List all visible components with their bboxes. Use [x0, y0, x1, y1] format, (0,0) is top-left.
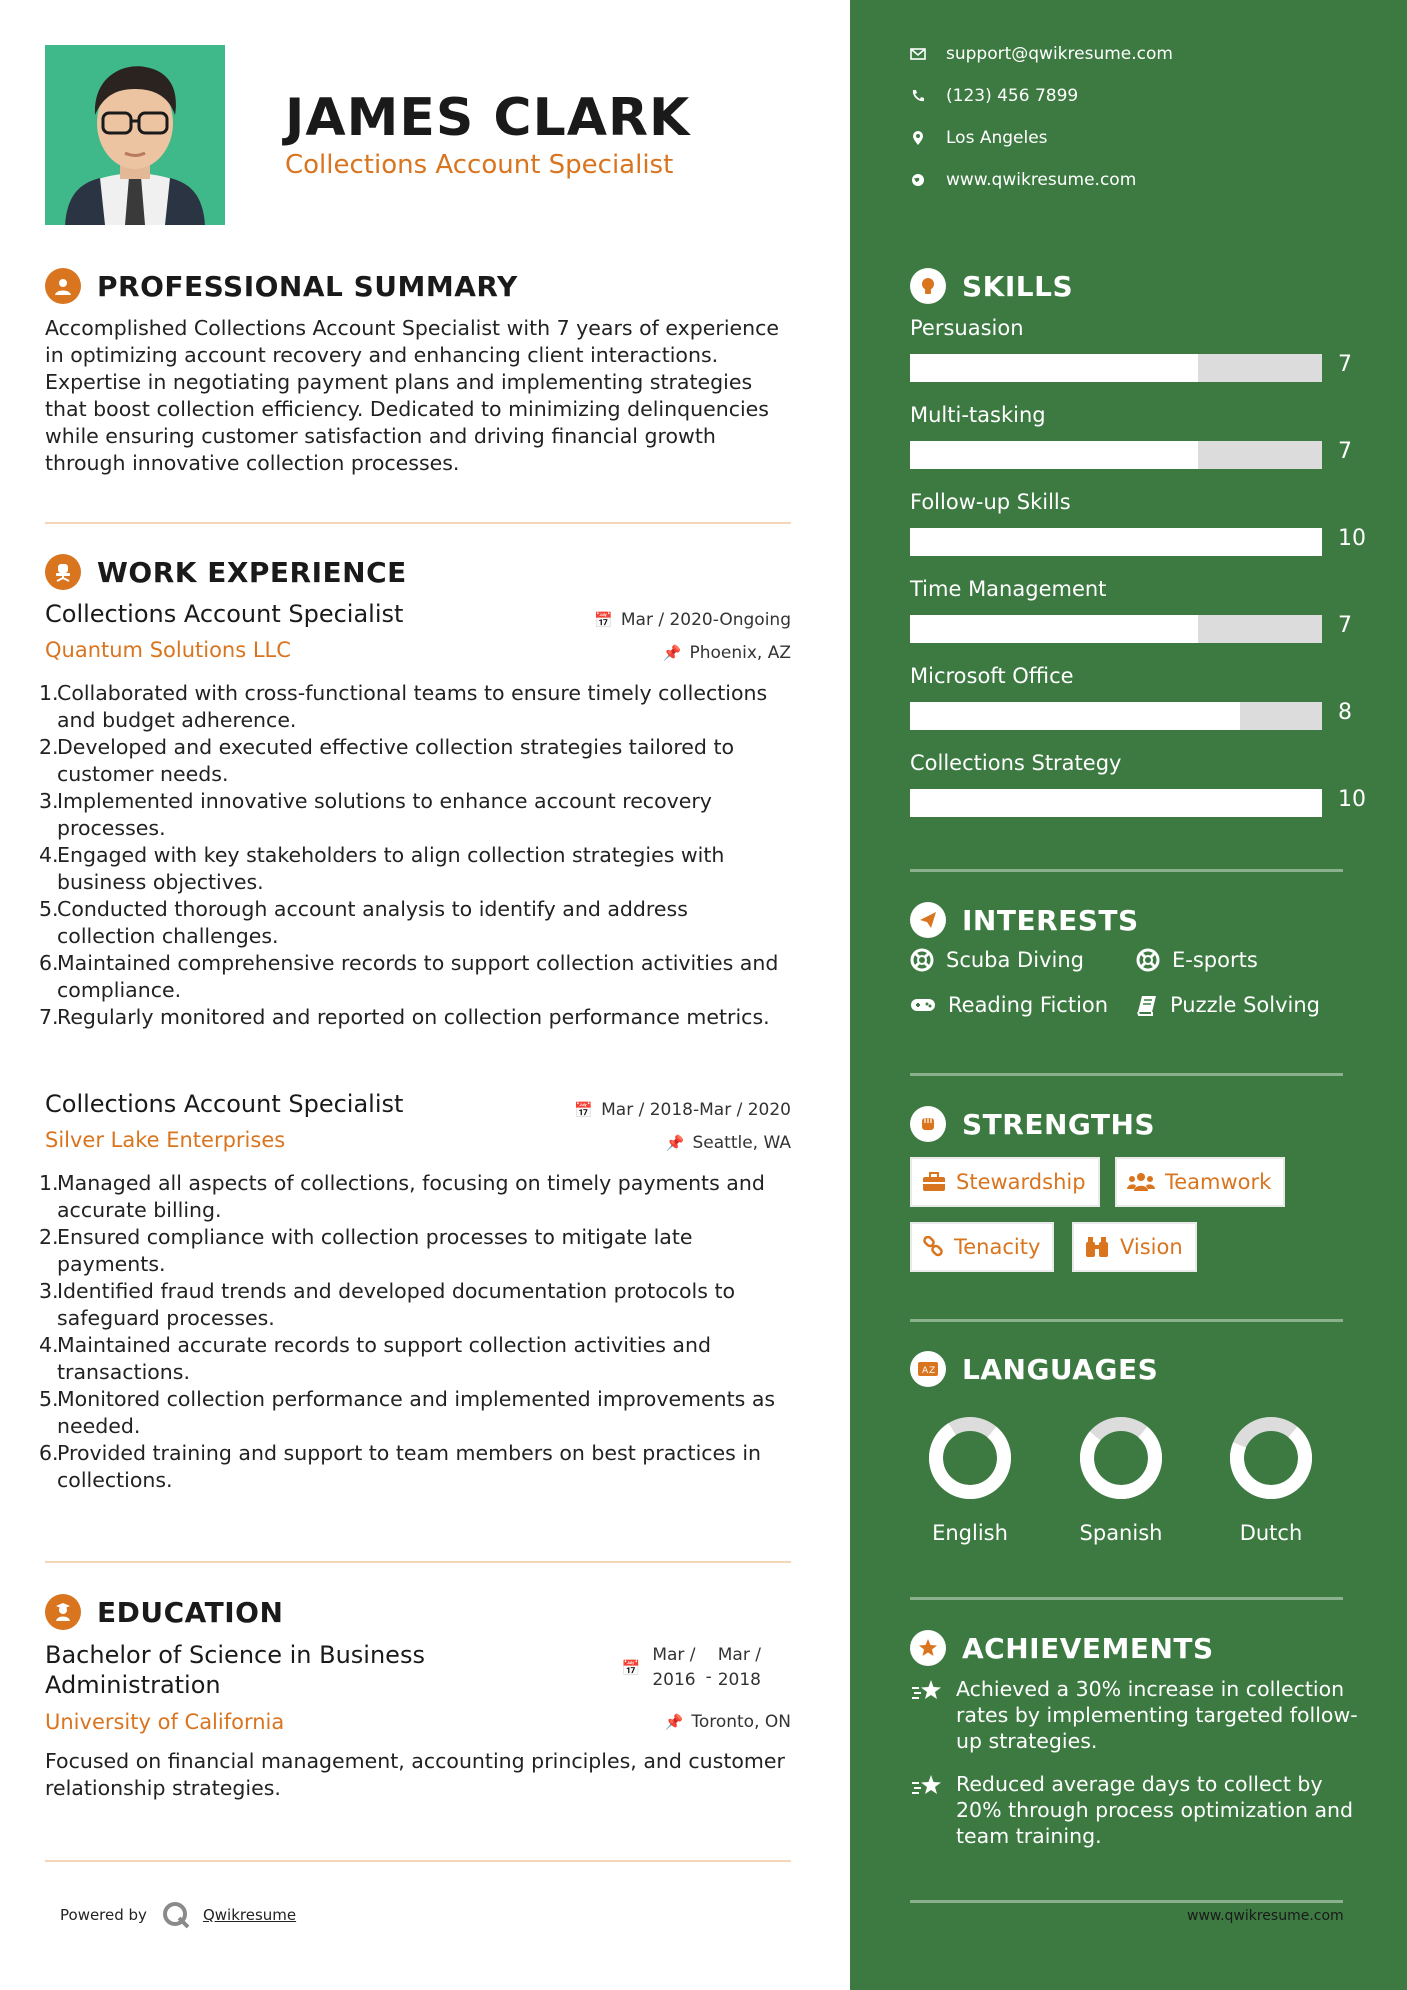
education-location: 📌 Toronto, ON [664, 1712, 791, 1732]
skills-heading: SKILLS [910, 268, 1073, 304]
lifebuoy-icon [1136, 948, 1160, 972]
job-dates: 📅 Mar / 2020-Ongoing [594, 610, 791, 630]
strength-chip: Teamwork [1115, 1157, 1285, 1207]
list-item: 4. Maintained accurate records to support collection activities and transactions. [39, 1333, 711, 1384]
lifebuoy-icon [910, 948, 934, 972]
language-label: English [932, 1521, 1008, 1545]
sidebar-divider [910, 1319, 1343, 1322]
svg-text:A: A [922, 1366, 929, 1376]
skill-bar-fill [910, 354, 1198, 382]
lightbulb-icon [910, 268, 946, 304]
degree-title: Bachelor of Science in Business Administration [45, 1641, 425, 1699]
calendar-icon: 📅 [574, 1101, 594, 1119]
book-icon [1136, 994, 1158, 1016]
skill-name: Collections Strategy [910, 751, 1122, 775]
skill-bar [910, 354, 1322, 382]
list-item: 5. Monitored collection performance and implemented improvements as needed. [39, 1387, 776, 1438]
fist-icon [910, 1106, 946, 1142]
list-item: 4. Engaged with key stakeholders to align collection strategies with business objectives. [39, 843, 725, 894]
list-item: 1. Collaborated with cross-functional teams to ensure timely collections and budget adherence. [39, 681, 768, 732]
contact-phone[interactable]: (123) 456 7899 [910, 86, 1078, 106]
interest-item: E-sports [1136, 948, 1258, 972]
sidebar [850, 0, 1407, 1990]
contact-email[interactable]: support@qwikresume.com [910, 44, 1173, 64]
language-label: Spanish [1079, 1521, 1163, 1545]
skill-name: Multi-tasking [910, 403, 1046, 427]
calendar-icon: 📅 [621, 1659, 641, 1677]
language-donut [1226, 1413, 1316, 1503]
skill-name: Time Management [910, 577, 1107, 601]
sidebar-divider [910, 1900, 1343, 1903]
interest-item: Puzzle Solving [1136, 993, 1320, 1017]
users-icon [1127, 1172, 1155, 1192]
skill-bar-fill [910, 702, 1240, 730]
list-item: 5. Conducted thorough account analysis to identify and address collection challenges. [39, 897, 688, 948]
phone-icon [910, 89, 926, 103]
job-bullets [39, 680, 791, 1031]
language-label: Dutch [1239, 1521, 1303, 1545]
job-title: Collections Account Specialist [45, 600, 404, 628]
job-company: Quantum Solutions LLC [45, 638, 291, 662]
sidebar-divider [910, 1597, 1343, 1600]
achievements-heading: ACHIEVEMENTS [910, 1630, 1214, 1666]
list-item: 6. Provided training and support to team members on best practices in collections. [39, 1441, 762, 1492]
binoculars-icon [1084, 1236, 1110, 1258]
skill-value: 7 [1338, 613, 1352, 638]
job-entry [39, 600, 791, 1031]
pin-icon: 📌 [665, 1134, 685, 1152]
language-item [1061, 1413, 1181, 1545]
strength-chip: Vision [1072, 1222, 1197, 1272]
shooting-star-icon [910, 1678, 944, 1704]
list-item: 2. Developed and executed effective collection strategies tailored to customer needs. [39, 735, 735, 786]
job-location: 📌 Seattle, WA [665, 1133, 791, 1153]
list-item: 3. Identified fraud trends and developed documentation protocols to safeguard processes. [39, 1279, 736, 1330]
skill-value: 10 [1338, 787, 1366, 812]
calendar-icon: 📅 [594, 611, 613, 629]
sidebar-divider [910, 1073, 1343, 1076]
pin-icon: 📌 [662, 644, 682, 662]
qwikresume-logo-icon [161, 1900, 191, 1930]
pin-icon: 📌 [664, 1713, 684, 1731]
skill-name: Microsoft Office [910, 664, 1074, 688]
office-chair-icon [45, 554, 81, 590]
job-dates: 📅 Mar / 2018-Mar / 2020 [574, 1100, 791, 1120]
education-heading: EDUCATION [45, 1594, 283, 1630]
skill-bar-fill [910, 789, 1322, 817]
star-badge-icon [910, 1630, 946, 1666]
section-divider [45, 1860, 791, 1862]
language-item [910, 1413, 1030, 1545]
education-entry [45, 1640, 791, 1802]
achievement-item: Reduced average days to collect by 20% through process optimization and team training. [910, 1771, 1370, 1849]
language-card-icon [910, 1351, 946, 1387]
strengths-heading: STRENGTHS [910, 1106, 1155, 1142]
list-item: 6. Maintained comprehensive records to support collection activities and compliance. [39, 951, 779, 1002]
svg-text:Z: Z [929, 1366, 936, 1376]
sidebar-divider [910, 869, 1343, 872]
job-bullets [39, 1170, 791, 1494]
footer-site-link[interactable]: www.qwikresume.com [1187, 1908, 1344, 1924]
qwikresume-link[interactable]: Qwikresume [202, 1906, 297, 1924]
globe-icon [910, 173, 926, 187]
envelope-icon [910, 48, 926, 60]
skill-value: 7 [1338, 439, 1352, 464]
achievement-item: Achieved a 30% increase in collection rates by implementing targeted follow-up strategies. [910, 1676, 1370, 1754]
languages-heading: A Z LANGUAGES [910, 1351, 1158, 1387]
strength-chip: Tenacity [910, 1222, 1054, 1272]
skill-value: 7 [1338, 352, 1352, 377]
skill-bar [910, 615, 1322, 643]
interests-heading: INTERESTS [910, 902, 1139, 938]
language-donut [1076, 1413, 1166, 1503]
contact-location: Los Angeles [910, 128, 1048, 148]
list-item: 7. Regularly monitored and reported on collection performance metrics. [39, 1005, 770, 1029]
job-entry [39, 1090, 791, 1494]
skill-bar-fill [910, 615, 1198, 643]
job-location: 📌 Phoenix, AZ [662, 643, 791, 663]
skill-value: 10 [1338, 526, 1366, 551]
link-icon [922, 1236, 944, 1258]
interest-item: Scuba Diving [910, 948, 1084, 972]
job-company: Silver Lake Enterprises [45, 1128, 286, 1152]
language-donut [925, 1413, 1015, 1503]
skill-value: 8 [1338, 700, 1352, 725]
interest-item: Reading Fiction [910, 993, 1108, 1017]
skill-bar-fill [910, 441, 1198, 469]
shooting-star-icon [910, 1773, 944, 1799]
skill-bar [910, 789, 1322, 817]
list-item: 2. Ensured compliance with collection processes to mitigate late payments. [39, 1225, 693, 1276]
powered-by: Powered by Qwikresume [60, 1900, 296, 1930]
profile-photo [45, 45, 225, 225]
section-divider [45, 522, 791, 524]
user-icon [45, 268, 81, 304]
map-pin-icon [910, 130, 926, 146]
education-description: Focused on financial management, accounting principles, and customer relationship strategies. [45, 1749, 785, 1800]
candidate-title: Collections Account Specialist [285, 150, 674, 180]
job-title: Collections Account Specialist [45, 1090, 404, 1118]
strength-chip: Stewardship [910, 1157, 1100, 1207]
section-divider [45, 1561, 791, 1563]
skill-bar [910, 702, 1322, 730]
skill-bar [910, 441, 1322, 469]
experience-heading: WORK EXPERIENCE [45, 554, 407, 590]
summary-text: Accomplished Collections Account Specialist with 7 years of experience in optimizing account recovery and enhancing client interactions. Expertise in negotiating payment plans and implementing strategies that boost collection efficiency. Dedicated to minimizing delinquencies while ensuring customer satisfaction and driving financial growth through innovative collection processes. [45, 316, 780, 475]
skill-name: Follow-up Skills [910, 490, 1071, 514]
briefcase-icon [922, 1172, 946, 1192]
list-item: 3. Implemented innovative solutions to enhance account recovery processes. [39, 789, 712, 840]
education-dates: 📅 Mar / 2016 - Mar / 2018 [621, 1645, 761, 1690]
paper-plane-icon [910, 902, 946, 938]
skill-name: Persuasion [910, 316, 1024, 340]
graduate-icon [45, 1594, 81, 1630]
list-item: 1. Managed all aspects of collections, focusing on timely payments and accurate billing. [39, 1171, 765, 1222]
gamepad-icon [910, 996, 936, 1014]
language-item [1211, 1413, 1331, 1545]
skill-bar [910, 528, 1322, 556]
contact-website[interactable]: www.qwikresume.com [910, 170, 1136, 190]
school-name: University of California [45, 1710, 285, 1734]
skill-bar-fill [910, 528, 1322, 556]
candidate-name: JAMES CLARK [285, 88, 691, 148]
summary-heading: PROFESSIONAL SUMMARY [45, 268, 518, 304]
